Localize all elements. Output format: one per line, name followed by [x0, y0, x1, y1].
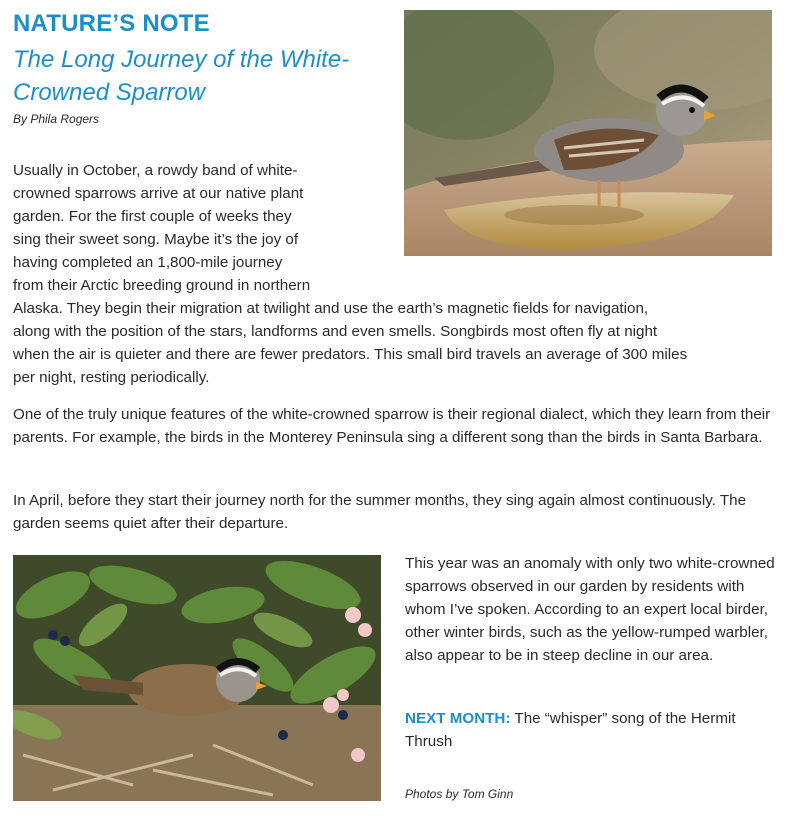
paragraph-line: Usually in October, a rowdy band of white- — [13, 162, 298, 179]
sparrow-foliage-photo — [13, 555, 381, 801]
paragraph-line: having completed an 1,800-mile journey — [13, 254, 283, 271]
paragraph-line: when the air is quieter and there are fewer predators. This small bird travels an average of 300 miles — [13, 346, 688, 363]
paragraph-line: per night, resting periodically. — [13, 369, 210, 386]
paragraph-line: Alaska. They begin their migration at twilight and use the earth’s magnetic fields for navigation, — [13, 300, 649, 317]
next-month-note — [405, 707, 765, 753]
paragraph-anomaly: This year was an anomaly with only two white-crowned sparrows observed in our garden by residents with whom I’ve spoken. According to an expert local birder, other winter birds, such as the yellow-rumped warbler, also appear to be in steep decline in our area. — [405, 555, 775, 664]
paragraph-dialect: One of the truly unique features of the white-crowned sparrow is their regional dialect, which they learn from their parents. For example, the birds in the Monterey Peninsula sing a different song than the birds in Santa Barbara. — [13, 406, 771, 446]
next-month-text: The “whisper” song of the Hermit Thrush — [405, 710, 736, 750]
article-byline: By Phila Rogers — [13, 112, 100, 126]
paragraph-line: sing their sweet song. Maybe it’s the joy of — [13, 231, 299, 248]
paragraph-line: along with the position of the stars, landforms and even smells. Songbirds most often fly at night — [13, 323, 658, 340]
paragraph-april: In April, before they start their journey north for the summer months, they sing again almost continuously. The garden seems quiet after their departure. — [13, 492, 747, 532]
next-month-label: NEXT MONTH: — [405, 710, 511, 727]
paragraph-line: crowned sparrows arrive at our native plant — [13, 185, 304, 202]
paragraph-line: from their Arctic breeding ground in northern — [13, 277, 311, 294]
article-section-title: NATURE’S NOTE — [13, 10, 210, 37]
article-headline: The Long Journey of the White-Crowned Sparrow — [13, 46, 350, 106]
paragraph-line: garden. For the first couple of weeks they — [13, 208, 292, 225]
photo-credit: Photos by Tom Ginn — [405, 787, 514, 801]
paragraph-migration — [13, 159, 783, 389]
